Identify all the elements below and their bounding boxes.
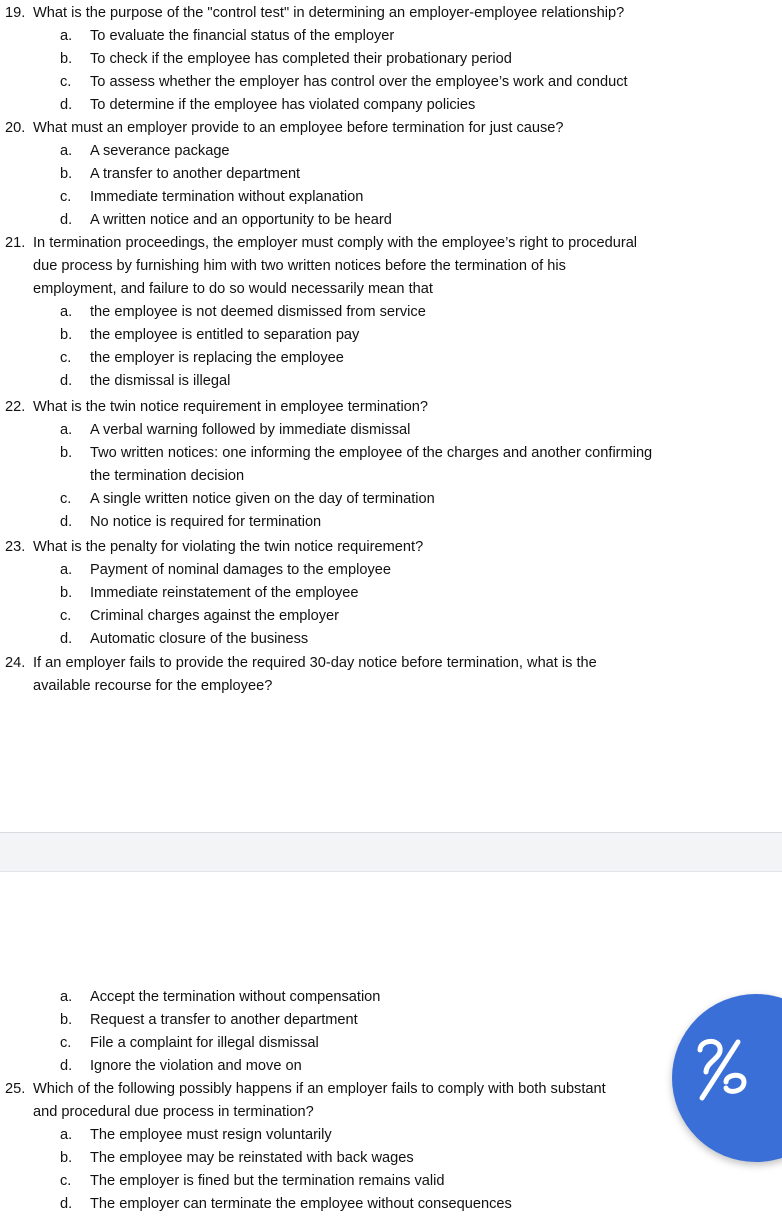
option-text: File a complaint for illegal dismissal <box>90 1035 319 1051</box>
question-text: What is the penalty for violating the twin notice requirement? <box>33 539 424 555</box>
option-text: A severance package <box>90 143 230 159</box>
option-letter: a. <box>60 304 73 320</box>
option-a <box>5 25 755 48</box>
question-text-line-1: If an employer fails to provide the required 30-day notice before termination, what is the <box>33 655 597 671</box>
question-text: What must an employer provide to an employee before termination for just cause? <box>33 120 564 136</box>
option-d <box>5 94 755 117</box>
option-b <box>5 442 755 465</box>
option-a <box>5 140 755 163</box>
option-text: The employee may be reinstated with back wages <box>90 1150 414 1166</box>
option-text: Request a transfer to another department <box>90 1012 358 1028</box>
question-19 <box>5 2 755 117</box>
option-letter: a. <box>60 562 73 578</box>
option-letter: b. <box>60 445 73 461</box>
question-text-line-1: Which of the following possibly happens if an employer fails to comply with both substant <box>33 1081 606 1097</box>
option-text: A transfer to another department <box>90 166 301 182</box>
option-c <box>5 71 755 94</box>
option-letter: a. <box>60 989 73 1005</box>
option-text: the employee is entitled to separation pay <box>90 327 360 343</box>
option-letter: d. <box>60 373 73 389</box>
edit-icon <box>692 1034 748 1106</box>
option-c <box>5 605 755 628</box>
option-text: The employee must resign voluntarily <box>90 1127 332 1143</box>
option-b <box>5 163 755 186</box>
option-letter: d. <box>60 97 73 113</box>
option-letter: b. <box>60 1150 73 1166</box>
option-letter: c. <box>60 608 72 624</box>
question-text-line-1: In termination proceedings, the employer must comply with the employee’s right to procedural <box>33 235 638 251</box>
option-b <box>5 1009 755 1032</box>
option-letter: a. <box>60 422 73 438</box>
option-letter: c. <box>60 1173 72 1189</box>
option-b <box>5 1147 755 1170</box>
option-text: To determine if the employee has violated company policies <box>90 97 476 113</box>
option-c <box>5 347 755 370</box>
question-number: 24. <box>5 655 26 671</box>
page-gap <box>0 832 782 872</box>
option-letter: d. <box>60 514 73 530</box>
option-b <box>5 582 755 605</box>
option-letter: b. <box>60 327 73 343</box>
option-a <box>5 301 755 324</box>
option-letter: c. <box>60 74 72 90</box>
option-letter: c. <box>60 189 72 205</box>
option-a <box>5 1124 755 1147</box>
option-letter: d. <box>60 1196 73 1212</box>
question-24 <box>5 652 755 698</box>
option-text: A single written notice given on the day of termination <box>90 491 435 507</box>
option-text: To assess whether the employer has control over the employee’s work and conduct <box>90 74 628 90</box>
page-cut-edge <box>0 1223 782 1227</box>
question-24-options <box>5 986 755 1078</box>
document-page-bottom <box>0 870 782 1227</box>
question-number: 20. <box>5 120 26 136</box>
question-number: 22. <box>5 399 26 415</box>
option-c <box>5 1032 755 1055</box>
option-a <box>5 559 755 582</box>
question-text-line-3: employment, and failure to do so would necessarily mean that <box>33 281 433 297</box>
option-text: To evaluate the financial status of the employer <box>90 28 395 44</box>
question-text: What is the purpose of the "control test" in determining an employer-employee relationship? <box>33 5 625 21</box>
option-letter: d. <box>60 1058 73 1074</box>
option-letter: d. <box>60 631 73 647</box>
option-letter: a. <box>60 1127 73 1143</box>
option-c <box>5 1170 755 1193</box>
option-letter: b. <box>60 1012 73 1028</box>
option-text: No notice is required for termination <box>90 514 322 530</box>
option-text: Criminal charges against the employer <box>90 608 340 624</box>
option-letter: a. <box>60 143 73 159</box>
option-text: Payment of nominal damages to the employee <box>90 562 391 578</box>
question-number: 25. <box>5 1081 26 1097</box>
question-text-line-2: and procedural due process in termination? <box>33 1104 314 1120</box>
question-20 <box>5 117 755 232</box>
option-text: A verbal warning followed by immediate dismissal <box>90 422 411 438</box>
option-text: Ignore the violation and move on <box>90 1058 302 1074</box>
question-23 <box>5 536 755 651</box>
option-text: the employer is replacing the employee <box>90 350 344 366</box>
option-text: Accept the termination without compensation <box>90 989 381 1005</box>
question-21 <box>5 232 755 393</box>
question-number: 19. <box>5 5 26 21</box>
option-b-continued <box>5 465 755 488</box>
question-22 <box>5 396 755 534</box>
option-a <box>5 419 755 442</box>
option-letter: b. <box>60 51 73 67</box>
option-b <box>5 48 755 71</box>
option-text-line-1: Two written notices: one informing the employee of the charges and another confirming <box>90 445 653 461</box>
question-25 <box>5 1078 755 1216</box>
option-d <box>5 209 755 232</box>
question-number: 23. <box>5 539 26 555</box>
option-text: Immediate reinstatement of the employee <box>90 585 359 601</box>
option-letter: b. <box>60 166 73 182</box>
option-d <box>5 628 755 651</box>
option-c <box>5 488 755 511</box>
option-d <box>5 370 755 393</box>
option-text-line-2: the termination decision <box>90 468 245 484</box>
question-text: What is the twin notice requirement in employee termination? <box>33 399 429 415</box>
option-letter: c. <box>60 491 72 507</box>
option-d <box>5 511 755 534</box>
option-text: Immediate termination without explanation <box>90 189 364 205</box>
option-text: Automatic closure of the business <box>90 631 309 647</box>
question-number: 21. <box>5 235 26 251</box>
option-text: To check if the employee has completed their probationary period <box>90 51 512 67</box>
option-letter: c. <box>60 350 72 366</box>
option-letter: c. <box>60 1035 72 1051</box>
option-text: A written notice and an opportunity to be heard <box>90 212 392 228</box>
option-letter: d. <box>60 212 73 228</box>
option-text: the employee is not deemed dismissed from service <box>90 304 426 320</box>
option-c <box>5 186 755 209</box>
question-text-line-2: due process by furnishing him with two written notices before the termination of his <box>33 258 566 274</box>
option-d <box>5 1193 755 1216</box>
question-text-line-2: available recourse for the employee? <box>33 678 273 694</box>
option-a <box>5 986 755 1009</box>
option-text: the dismissal is illegal <box>90 373 231 389</box>
option-letter: b. <box>60 585 73 601</box>
option-b <box>5 324 755 347</box>
option-text: The employer can terminate the employee without consequences <box>90 1196 512 1212</box>
option-d <box>5 1055 755 1078</box>
option-text: The employer is fined but the termination remains valid <box>90 1173 445 1189</box>
option-letter: a. <box>60 28 73 44</box>
